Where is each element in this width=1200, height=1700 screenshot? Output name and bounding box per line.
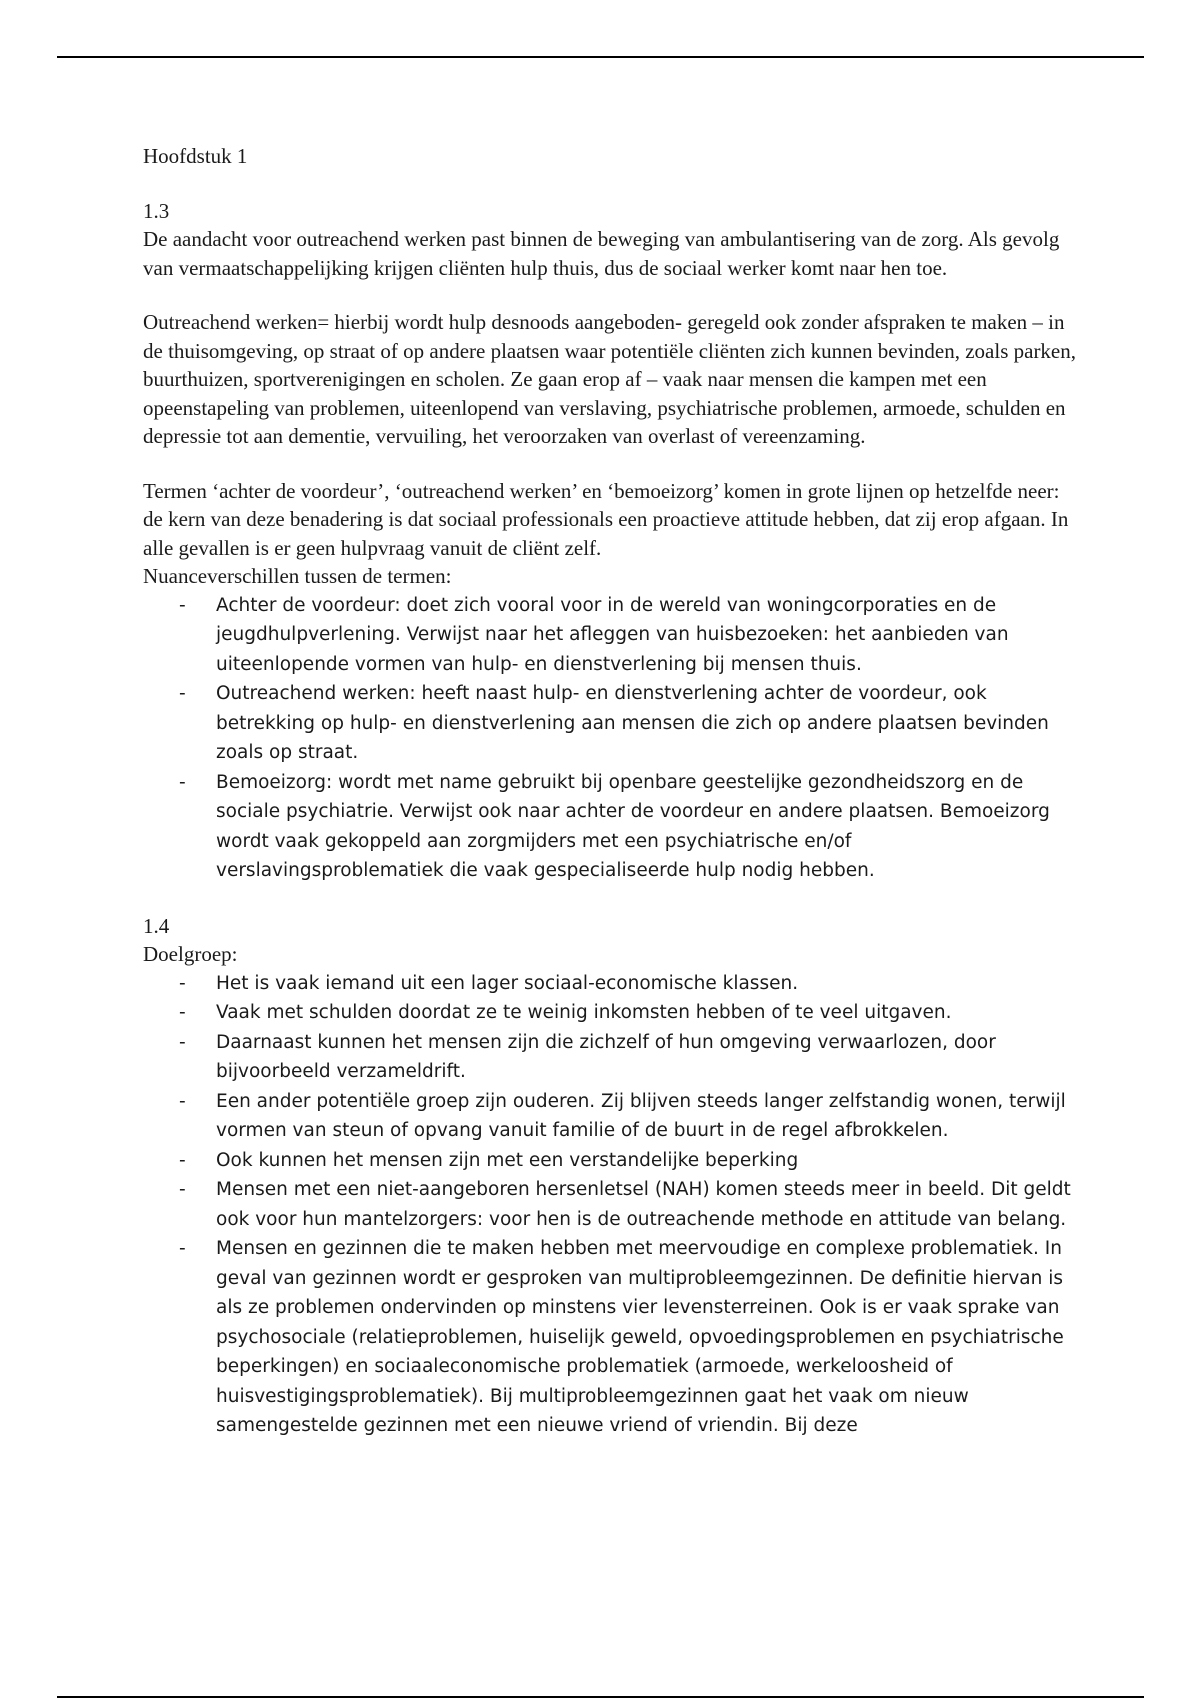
- bullet-dash: -: [179, 1002, 186, 1023]
- list-item-text: Een ander potentiële groep zijn ouderen. Zij blijven steeds langer zelfstandig wonen, terwijl vormen van steun of opvang vanuit familie of de buurt in de regel afbrokkelen.: [216, 1090, 1066, 1141]
- list-item: [143, 1234, 1083, 1441]
- list-item: [143, 679, 1083, 768]
- header-rule: [57, 56, 1144, 58]
- document-body: [143, 142, 1083, 1441]
- list-item-text: Mensen en gezinnen die te maken hebben met meervoudige en complexe problematiek. In geval van gezinnen wordt er gesproken van multiprobleemgezinnen. De definitie hiervan is als ze problemen ondervinden op minstens vier levensterreinen. Ook is er vaak sprake van psychosociale (relatieproblemen, huiselijk geweld, opvoedingsproblemen en psychiatrische beperkingen) en sociaaleconomische problematiek (armoede, werkeloosheid of huisvestigingsproblematiek). Bij multiprobleemgezinnen gaat het vaak om nieuw samengestelde gezinnen met een nieuwe vriend of vriendin. Bij deze: [216, 1238, 1064, 1436]
- spacer: [143, 171, 1083, 197]
- outreachend-definition: Outreachend werken= hierbij wordt hulp desnoods aangeboden- geregeld ook zonder afspraken te maken – in de thuisomgeving, op straat of op andere plaatsen waar potentiële cliënten zich kunnen bevinden, zoals parken, buurthuizen, sportverenigingen en scholen. Ze gaan erop af – vaak naar mensen die kampen met een opeenstapeling van problemen, uiteenlopend van verslaving, psychiatrische problemen, armoede, schulden en depressie tot aan dementie, vervuiling, het veroorzaken van overlast of vereenzaming.: [143, 310, 1077, 448]
- list-item-text: Bemoeizorg: wordt met name gebruikt bij openbare geestelijke gezondheidszorg en de sociale psychiatrie. Verwijst ook naar achter de voordeur en andere plaatsen. Bemoeizorg wordt vaak gekoppeld aan zorgmijders met een psychiatrische en/of verslavingsproblematiek die vaak gespecialiseerde hulp nodig hebben.: [216, 771, 1050, 881]
- bullet-dash: -: [179, 1238, 186, 1259]
- bullet-dash: -: [179, 683, 186, 704]
- bullet-dash: -: [179, 771, 186, 793]
- list-item-text: Ook kunnen het mensen zijn met een verstandelijke beperking: [216, 1149, 799, 1171]
- list-item: [143, 1175, 1083, 1234]
- bullet-dash: -: [179, 972, 186, 994]
- list-item: [143, 1028, 1083, 1087]
- doelgroep-list: [143, 969, 1083, 1441]
- nuance-heading: Nuanceverschillen tussen de termen:: [143, 564, 452, 588]
- section-number-1-3: 1.3: [143, 198, 170, 223]
- spacer: [143, 886, 1083, 912]
- list-item: [143, 768, 1083, 886]
- list-item-text: Achter de voordeur: doet zich vooral voor in de wereld van woningcorporaties en de jeugdhulpverlening. Verwijst naar het afleggen van huisbezoeken: het aanbieden van uiteenlopende vormen van hulp- en dienstverlening bij mensen thuis.: [216, 594, 1009, 675]
- spacer: [143, 451, 1083, 477]
- list-item: [143, 1087, 1083, 1146]
- spacer: [143, 282, 1083, 308]
- list-item: [143, 998, 1083, 1028]
- list-item: [143, 969, 1083, 999]
- bullet-dash: -: [179, 1149, 186, 1171]
- terms-paragraph: Termen ‘achter de voordeur’, ‘outreachend werken’ en ‘bemoeizorg’ komen in grote lijnen op hetzelfde neer: de kern van deze benadering is dat sociaal professionals een proactieve attitude hebben, dat zij erop afgaan. In alle gevallen is er geen hulpvraag vanuit de cliënt zelf.: [143, 478, 1069, 560]
- list-item-text: Outreachend werken: heeft naast hulp- en dienstverlening achter de voordeur, ook betrekking op hulp- en dienstverlening aan mensen die zich op andere plaatsen bevinden zoals op straat.: [216, 683, 1049, 763]
- footer-rule: [57, 1696, 1144, 1698]
- chapter-title: Hoofdstuk 1: [143, 144, 248, 168]
- bullet-dash: -: [179, 594, 186, 616]
- section-number-1-4: 1.4: [143, 913, 170, 938]
- section-1-3-intro: De aandacht voor outreachend werken past binnen de beweging van ambulantisering van de zorg. Als gevolg van vermaatschappelijking krijgen cliënten hulp thuis, dus de sociaal werker komt naar hen toe.: [143, 227, 1060, 280]
- list-item: [143, 591, 1083, 680]
- doelgroep-heading: Doelgroep:: [143, 942, 238, 966]
- bullet-dash: -: [179, 1179, 186, 1200]
- bullet-dash: -: [179, 1031, 186, 1053]
- nuance-list: [143, 591, 1083, 886]
- list-item-text: Het is vaak iemand uit een lager sociaal-economische klassen.: [216, 972, 799, 994]
- list-item-text: Daarnaast kunnen het mensen zijn die zichzelf of hun omgeving verwaarlozen, door bijvoorbeeld verzameldrift.: [216, 1031, 996, 1082]
- list-item-text: Mensen met een niet-aangeboren hersenletsel (NAH) komen steeds meer in beeld. Dit geldt ook voor hun mantelzorgers: voor hen is de outreachende methode en attitude van belang.: [216, 1179, 1071, 1230]
- list-item: [143, 1146, 1083, 1176]
- list-item-text: Vaak met schulden doordat ze te weinig inkomsten hebben of te veel uitgaven.: [216, 1002, 952, 1023]
- bullet-dash: -: [179, 1090, 186, 1112]
